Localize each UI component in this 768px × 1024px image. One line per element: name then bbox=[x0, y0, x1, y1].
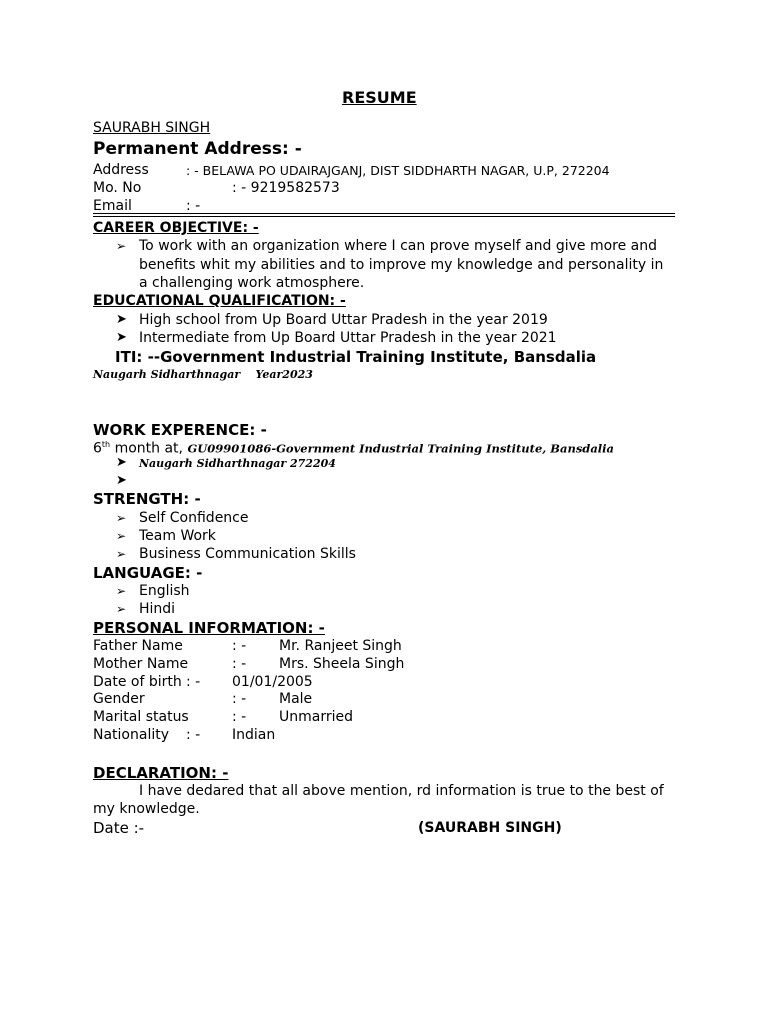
personal-value: Mr. Ranjeet Singh bbox=[279, 638, 402, 654]
arrow-bullet-icon: ➢ bbox=[116, 239, 127, 253]
personal-sep: : - bbox=[186, 727, 201, 743]
mobile-value: : - 9219582573 bbox=[232, 180, 340, 196]
personal-value: 01/01/2005 bbox=[232, 674, 313, 690]
resume-title: RESUME bbox=[342, 88, 417, 107]
personal-sep: : - bbox=[232, 656, 247, 672]
work-item: Naugarh Sidharthnagar 272204 bbox=[139, 457, 336, 470]
personal-label: Father Name bbox=[93, 638, 183, 654]
strength-item: Business Communication Skills bbox=[139, 546, 356, 562]
education-heading: EDUCATIONAL QUALIFICATION: - bbox=[93, 293, 346, 309]
personal-heading: PERSONAL INFORMATION: - bbox=[93, 619, 325, 637]
work-line bbox=[93, 440, 614, 457]
work-heading: WORK EXPERENCE: - bbox=[93, 421, 267, 439]
declaration-line: my knowledge. bbox=[93, 801, 200, 817]
personal-label: Date of birth bbox=[93, 674, 182, 690]
education-item: High school from Up Board Uttar Pradesh in the year 2019 bbox=[139, 312, 548, 328]
email-value: : - bbox=[186, 198, 201, 214]
personal-value: Mrs. Sheela Singh bbox=[279, 656, 405, 672]
career-line: a challenging work atmosphere. bbox=[139, 275, 365, 291]
personal-sep: : - bbox=[232, 691, 247, 707]
email-label: Email bbox=[93, 198, 132, 214]
language-item: English bbox=[139, 583, 190, 599]
arrow-bullet-icon: ➤ bbox=[116, 455, 127, 470]
personal-value: Indian bbox=[232, 727, 276, 743]
arrow-bullet-icon: ➢ bbox=[116, 602, 127, 616]
career-heading: CAREER OBJECTIVE: - bbox=[93, 220, 259, 236]
arrow-bullet-icon: ➤ bbox=[116, 330, 127, 345]
work-month-number: 6 bbox=[93, 440, 102, 457]
arrow-bullet-icon: ➤ bbox=[116, 312, 127, 327]
address-heading: Permanent Address: - bbox=[93, 139, 302, 159]
candidate-name: SAURABH SINGH bbox=[93, 120, 211, 136]
personal-value: Male bbox=[279, 691, 313, 707]
career-line: benefits whit my abilities and to improve my knowledge and personality in bbox=[139, 257, 664, 273]
work-month-suffix: th bbox=[101, 440, 111, 449]
declaration-line: I have dedared that all above mention, rd information is true to the best of bbox=[139, 783, 664, 799]
work-month-text: month at, bbox=[110, 440, 188, 457]
personal-label: Gender bbox=[93, 691, 145, 707]
personal-sep: : - bbox=[232, 638, 247, 654]
iti-subline: Naugarh Sidharthnagar Year2023 bbox=[93, 368, 313, 381]
language-heading: LANGUAGE: - bbox=[93, 564, 203, 582]
signature-name: (SAURABH SINGH) bbox=[418, 820, 562, 836]
strength-item: Self Confidence bbox=[139, 510, 249, 526]
date-label: Date :- bbox=[93, 819, 145, 837]
personal-label: Nationality bbox=[93, 727, 170, 743]
personal-label: Mother Name bbox=[93, 656, 189, 672]
arrow-bullet-icon: ➢ bbox=[116, 511, 127, 525]
arrow-bullet-icon: ➢ bbox=[116, 529, 127, 543]
iti-line: ITI: --Government Industrial Training Institute, Bansdalia bbox=[115, 348, 597, 366]
personal-label: Marital status bbox=[93, 709, 189, 725]
arrow-bullet-icon: ➢ bbox=[116, 584, 127, 598]
personal-sep: : - bbox=[232, 709, 247, 725]
language-item: Hindi bbox=[139, 601, 176, 617]
strength-item: Team Work bbox=[139, 528, 216, 544]
work-institute: GU09901086-Government Industrial Training Institute, Bansdalia bbox=[187, 441, 614, 456]
arrow-bullet-icon: ➢ bbox=[116, 547, 127, 561]
double-rule-divider bbox=[93, 213, 675, 217]
arrow-bullet-icon: ➤ bbox=[116, 473, 127, 488]
mobile-label: Mo. No bbox=[93, 180, 142, 196]
address-label: Address bbox=[93, 162, 149, 178]
personal-sep: : - bbox=[186, 674, 201, 690]
address-value: : - BELAWA PO UDAIRAJGANJ, DIST SIDDHARTH NAGAR, U.P, 272204 bbox=[186, 163, 610, 178]
education-item: Intermediate from Up Board Uttar Pradesh in the year 2021 bbox=[139, 330, 557, 346]
career-line: To work with an organization where I can prove myself and give more and bbox=[139, 238, 658, 254]
declaration-heading: DECLARATION: - bbox=[93, 764, 229, 782]
strength-heading: STRENGTH: - bbox=[93, 490, 201, 508]
personal-value: Unmarried bbox=[279, 709, 353, 725]
